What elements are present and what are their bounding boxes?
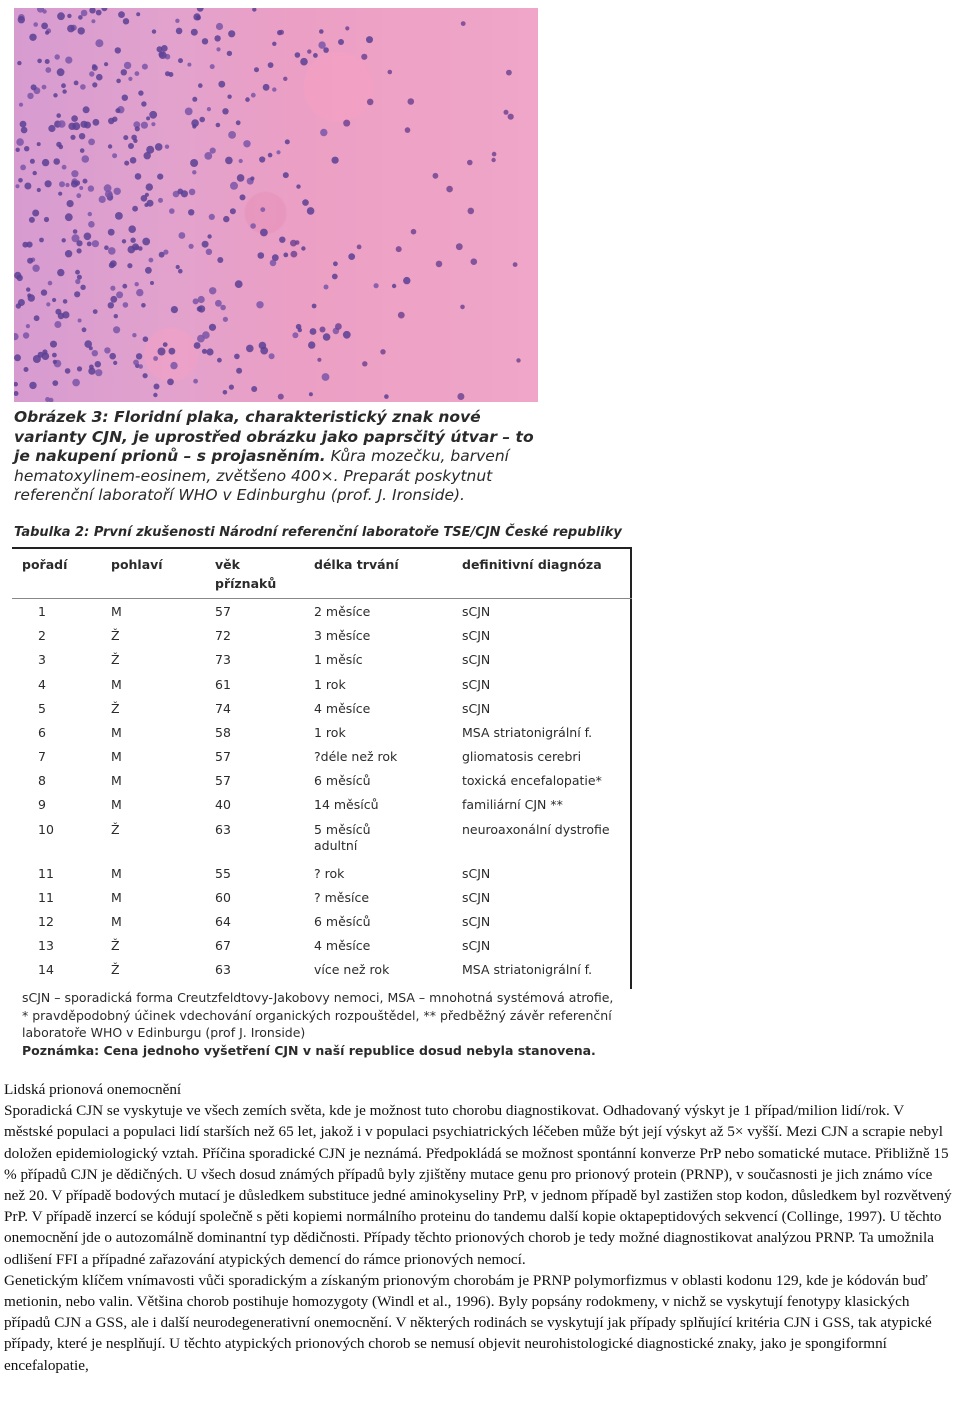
cell-delka: ? měsíce bbox=[314, 890, 370, 905]
table-footnote bbox=[22, 989, 642, 1059]
cell-pohlavi: M bbox=[111, 725, 122, 740]
cell-pohlavi: Ž bbox=[111, 938, 120, 953]
cell-diagnoza: sCJN bbox=[462, 914, 491, 929]
footnote-line: sCJN – sporadická forma Creutzfeldtovy-Jakobovy nemoci, MSA – mnohotná systémová atrofie, bbox=[22, 990, 614, 1005]
cell-vek: 63 bbox=[215, 962, 231, 977]
table-row bbox=[12, 866, 632, 890]
table-row bbox=[12, 938, 632, 962]
cell-pohlavi: Ž bbox=[111, 822, 120, 837]
cell-delka: více než rok bbox=[314, 962, 390, 977]
cell-delka: 5 měsíců adultní bbox=[314, 822, 371, 853]
cell-delka: 2 měsíce bbox=[314, 604, 371, 619]
cell-delka: ? rok bbox=[314, 866, 345, 881]
table-row bbox=[12, 890, 632, 914]
cell-pohlavi: Ž bbox=[111, 628, 120, 643]
cell-diagnoza: MSA striatonigrální f. bbox=[462, 962, 593, 977]
cell-vek: 57 bbox=[215, 749, 231, 764]
cell-diagnoza: sCJN bbox=[462, 604, 491, 619]
cell-vek: 61 bbox=[215, 677, 231, 692]
cell-vek: 74 bbox=[215, 701, 231, 716]
cell-poradi: 11 bbox=[38, 866, 54, 881]
table-row bbox=[12, 652, 632, 676]
cell-diagnoza: familiární CJN ** bbox=[462, 797, 563, 812]
cell-vek: 72 bbox=[215, 628, 231, 643]
figure-caption-rest: Kůra mozečku, barvení hematoxylinem-eosinem, zvětšeno 400×. Preparát poskytnut referenční laboratoří WHO v Edinburghu (prof. J. Ironside). bbox=[14, 447, 509, 504]
table-row bbox=[12, 749, 632, 773]
cell-pohlavi: M bbox=[111, 773, 122, 788]
cell-vek: 73 bbox=[215, 652, 231, 667]
cell-pohlavi: Ž bbox=[111, 652, 120, 667]
article-body bbox=[4, 1079, 956, 1376]
cell-pohlavi: M bbox=[111, 866, 122, 881]
cell-poradi: 3 bbox=[38, 652, 46, 667]
cell-delka: 4 měsíce bbox=[314, 701, 371, 716]
cell-delka: 14 měsíců bbox=[314, 797, 379, 812]
cell-delka: 3 měsíce bbox=[314, 628, 371, 643]
cell-vek: 57 bbox=[215, 604, 231, 619]
cell-nuclei-pattern bbox=[14, 8, 538, 402]
cell-diagnoza: gliomatosis cerebri bbox=[462, 749, 582, 764]
cell-poradi: 14 bbox=[38, 962, 54, 977]
cell-pohlavi: M bbox=[111, 914, 122, 929]
table-row bbox=[12, 962, 632, 986]
cell-pohlavi: Ž bbox=[111, 962, 120, 977]
cell-vek: 55 bbox=[215, 866, 231, 881]
table-row bbox=[12, 725, 632, 749]
cell-poradi: 6 bbox=[38, 725, 46, 740]
table-row bbox=[12, 628, 632, 652]
cell-vek: 63 bbox=[215, 822, 231, 837]
cell-pohlavi: M bbox=[111, 797, 122, 812]
cell-diagnoza: sCJN bbox=[462, 938, 491, 953]
cell-vek: 57 bbox=[215, 773, 231, 788]
paragraph: Genetickým klíčem vnímavosti vůči sporadickým a získaným prionovým chorobám je PRNP polymorfizmus v oblasti kodonu 129, kde je kódován buď metionin, nebo valin. Většina chorob postihuje homozygoty (Windl et al., 1996). Byly popsány rodokmeny, v nichž se vyskytují fenotypy klasických případů CJN a GSS, ale i další neurodegenerativní onemocnění. V některých rodinách se vyskytují jak případy splňující kritéria CJN i GSS, tak atypické případy, které je nesplňují. U těchto atypických prionových chorob se nemusí objevit neurohistologické diagnostické znaky, jako je spongiformní encefalopatie, bbox=[4, 1271, 932, 1374]
cell-poradi: 12 bbox=[38, 914, 54, 929]
histology-micrograph bbox=[14, 8, 538, 402]
figure-caption-bold: Obrázek 3: Floridní plaka, charakteristický znak nové varianty CJN, je uprostřed obrázku jako paprsčitý útvar – to je nakupení prionů – s projasněním. bbox=[14, 408, 534, 465]
cell-delka: 6 měsíců bbox=[314, 914, 371, 929]
cell-delka: 6 měsíců bbox=[314, 773, 371, 788]
cell-poradi: 11 bbox=[38, 890, 54, 905]
table-row bbox=[12, 914, 632, 938]
table-header-diagnoza: definitivní diagnóza bbox=[462, 557, 602, 572]
cell-pohlavi: M bbox=[111, 677, 122, 692]
cell-poradi: 10 bbox=[38, 822, 54, 837]
footnote-line: laboratoře WHO v Edinburgu (prof J. Ironside) bbox=[22, 1025, 306, 1040]
table-header-vek: věk příznaků bbox=[215, 557, 277, 591]
cell-vek: 40 bbox=[215, 797, 231, 812]
cell-diagnoza: sCJN bbox=[462, 677, 491, 692]
cell-delka: ?déle než rok bbox=[314, 749, 398, 764]
cell-vek: 58 bbox=[215, 725, 231, 740]
cell-diagnoza: sCJN bbox=[462, 701, 491, 716]
table-header-delka: délka trvání bbox=[314, 557, 399, 572]
cell-vek: 67 bbox=[215, 938, 231, 953]
cell-diagnoza: sCJN bbox=[462, 866, 491, 881]
cell-delka: 4 měsíce bbox=[314, 938, 371, 953]
table-row bbox=[12, 701, 632, 725]
table-header-rule bbox=[12, 598, 632, 599]
cell-poradi: 1 bbox=[38, 604, 46, 619]
table-row bbox=[12, 604, 632, 628]
cell-vek: 64 bbox=[215, 914, 231, 929]
cell-pohlavi: M bbox=[111, 890, 122, 905]
footnote-line: * pravděpodobný účinek vdechování organických rozpouštědel, ** předběžný závěr referenční bbox=[22, 1007, 612, 1023]
cell-diagnoza: sCJN bbox=[462, 628, 491, 643]
cell-poradi: 2 bbox=[38, 628, 46, 643]
cell-poradi: 9 bbox=[38, 797, 46, 812]
cell-poradi: 5 bbox=[38, 701, 46, 716]
cell-poradi: 8 bbox=[38, 773, 46, 788]
table-header-pohlavi: pohlaví bbox=[111, 557, 163, 572]
cell-delka: 1 rok bbox=[314, 725, 346, 740]
cell-poradi: 7 bbox=[38, 749, 46, 764]
cell-pohlavi: M bbox=[111, 749, 122, 764]
cell-pohlavi: Ž bbox=[111, 701, 120, 716]
cell-diagnoza: sCJN bbox=[462, 890, 491, 905]
cell-pohlavi: M bbox=[111, 604, 122, 619]
cell-diagnoza: toxická encefalopatie* bbox=[462, 773, 602, 788]
cell-diagnoza: sCJN bbox=[462, 652, 491, 667]
figure-caption bbox=[14, 408, 542, 506]
table-title: Tabulka 2: První zkušenosti Národní referenční laboratoře TSE/CJN České republiky bbox=[14, 525, 622, 540]
cell-diagnoza: neuroaxonální dystrofie bbox=[462, 822, 610, 837]
table-row bbox=[12, 822, 632, 853]
section-heading: Lidská prionová onemocnění bbox=[4, 1081, 182, 1098]
table-header-poradi: pořadí bbox=[22, 557, 68, 572]
table-row bbox=[12, 773, 632, 797]
table-row bbox=[12, 677, 632, 701]
cell-delka: 1 rok bbox=[314, 677, 346, 692]
table-row bbox=[12, 797, 632, 821]
footnote-note: Poznámka: Cena jednoho vyšetření CJN v naší republice dosud nebyla stanovena. bbox=[22, 1042, 596, 1058]
cell-vek: 60 bbox=[215, 890, 231, 905]
cell-poradi: 4 bbox=[38, 677, 46, 692]
cell-delka: 1 měsíc bbox=[314, 652, 363, 667]
cell-poradi: 13 bbox=[38, 938, 54, 953]
cell-diagnoza: MSA striatonigrální f. bbox=[462, 725, 593, 740]
paragraph: Sporadická CJN se vyskytuje ve všech zemích světa, kde je možnost tuto chorobu diagnostikovat. Odhadovaný výskyt je 1 případ/milion lidí/rok. V městské populaci a populaci lidí starších než 65 let, jakož i v populaci psychiatrických léčeben může být její výskyt až 5× vyšší. Mezi CJN a scrapie nebyl doložen epidemiologický vztah. Příčina sporadické CJN je neznámá. Předpokládá se možnost spontánní konverze PrP nebo somatické mutace. Přibližně 15 % případů CJN je dědičných. U všech dosud známých případů byly zjištěny mutace genu pro prionový protein (PRNP), v současnosti je jich známo více než 20. V případě bodových mutací je důsledkem substituce jedné aminokyseliny PrP, v jednom případě byl zastižen stop kodon, důsledkem byl rozvětvený PrP. V případě inzercí se kódují společně s pěti kopiemi normálního proteinu do tandemu další kopie oktapeptidových sekvencí (Collinge, 1997). U těchto onemocnění jde o autozomálně dominantní typ dědičnosti. Případy těchto prionových chorob je tedy možné diagnostikovat analýzou PRNP. Ta umožnila odlišení FFI a případné zařazování atypických demencí do rámce prionových nemocí. bbox=[4, 1102, 952, 1268]
